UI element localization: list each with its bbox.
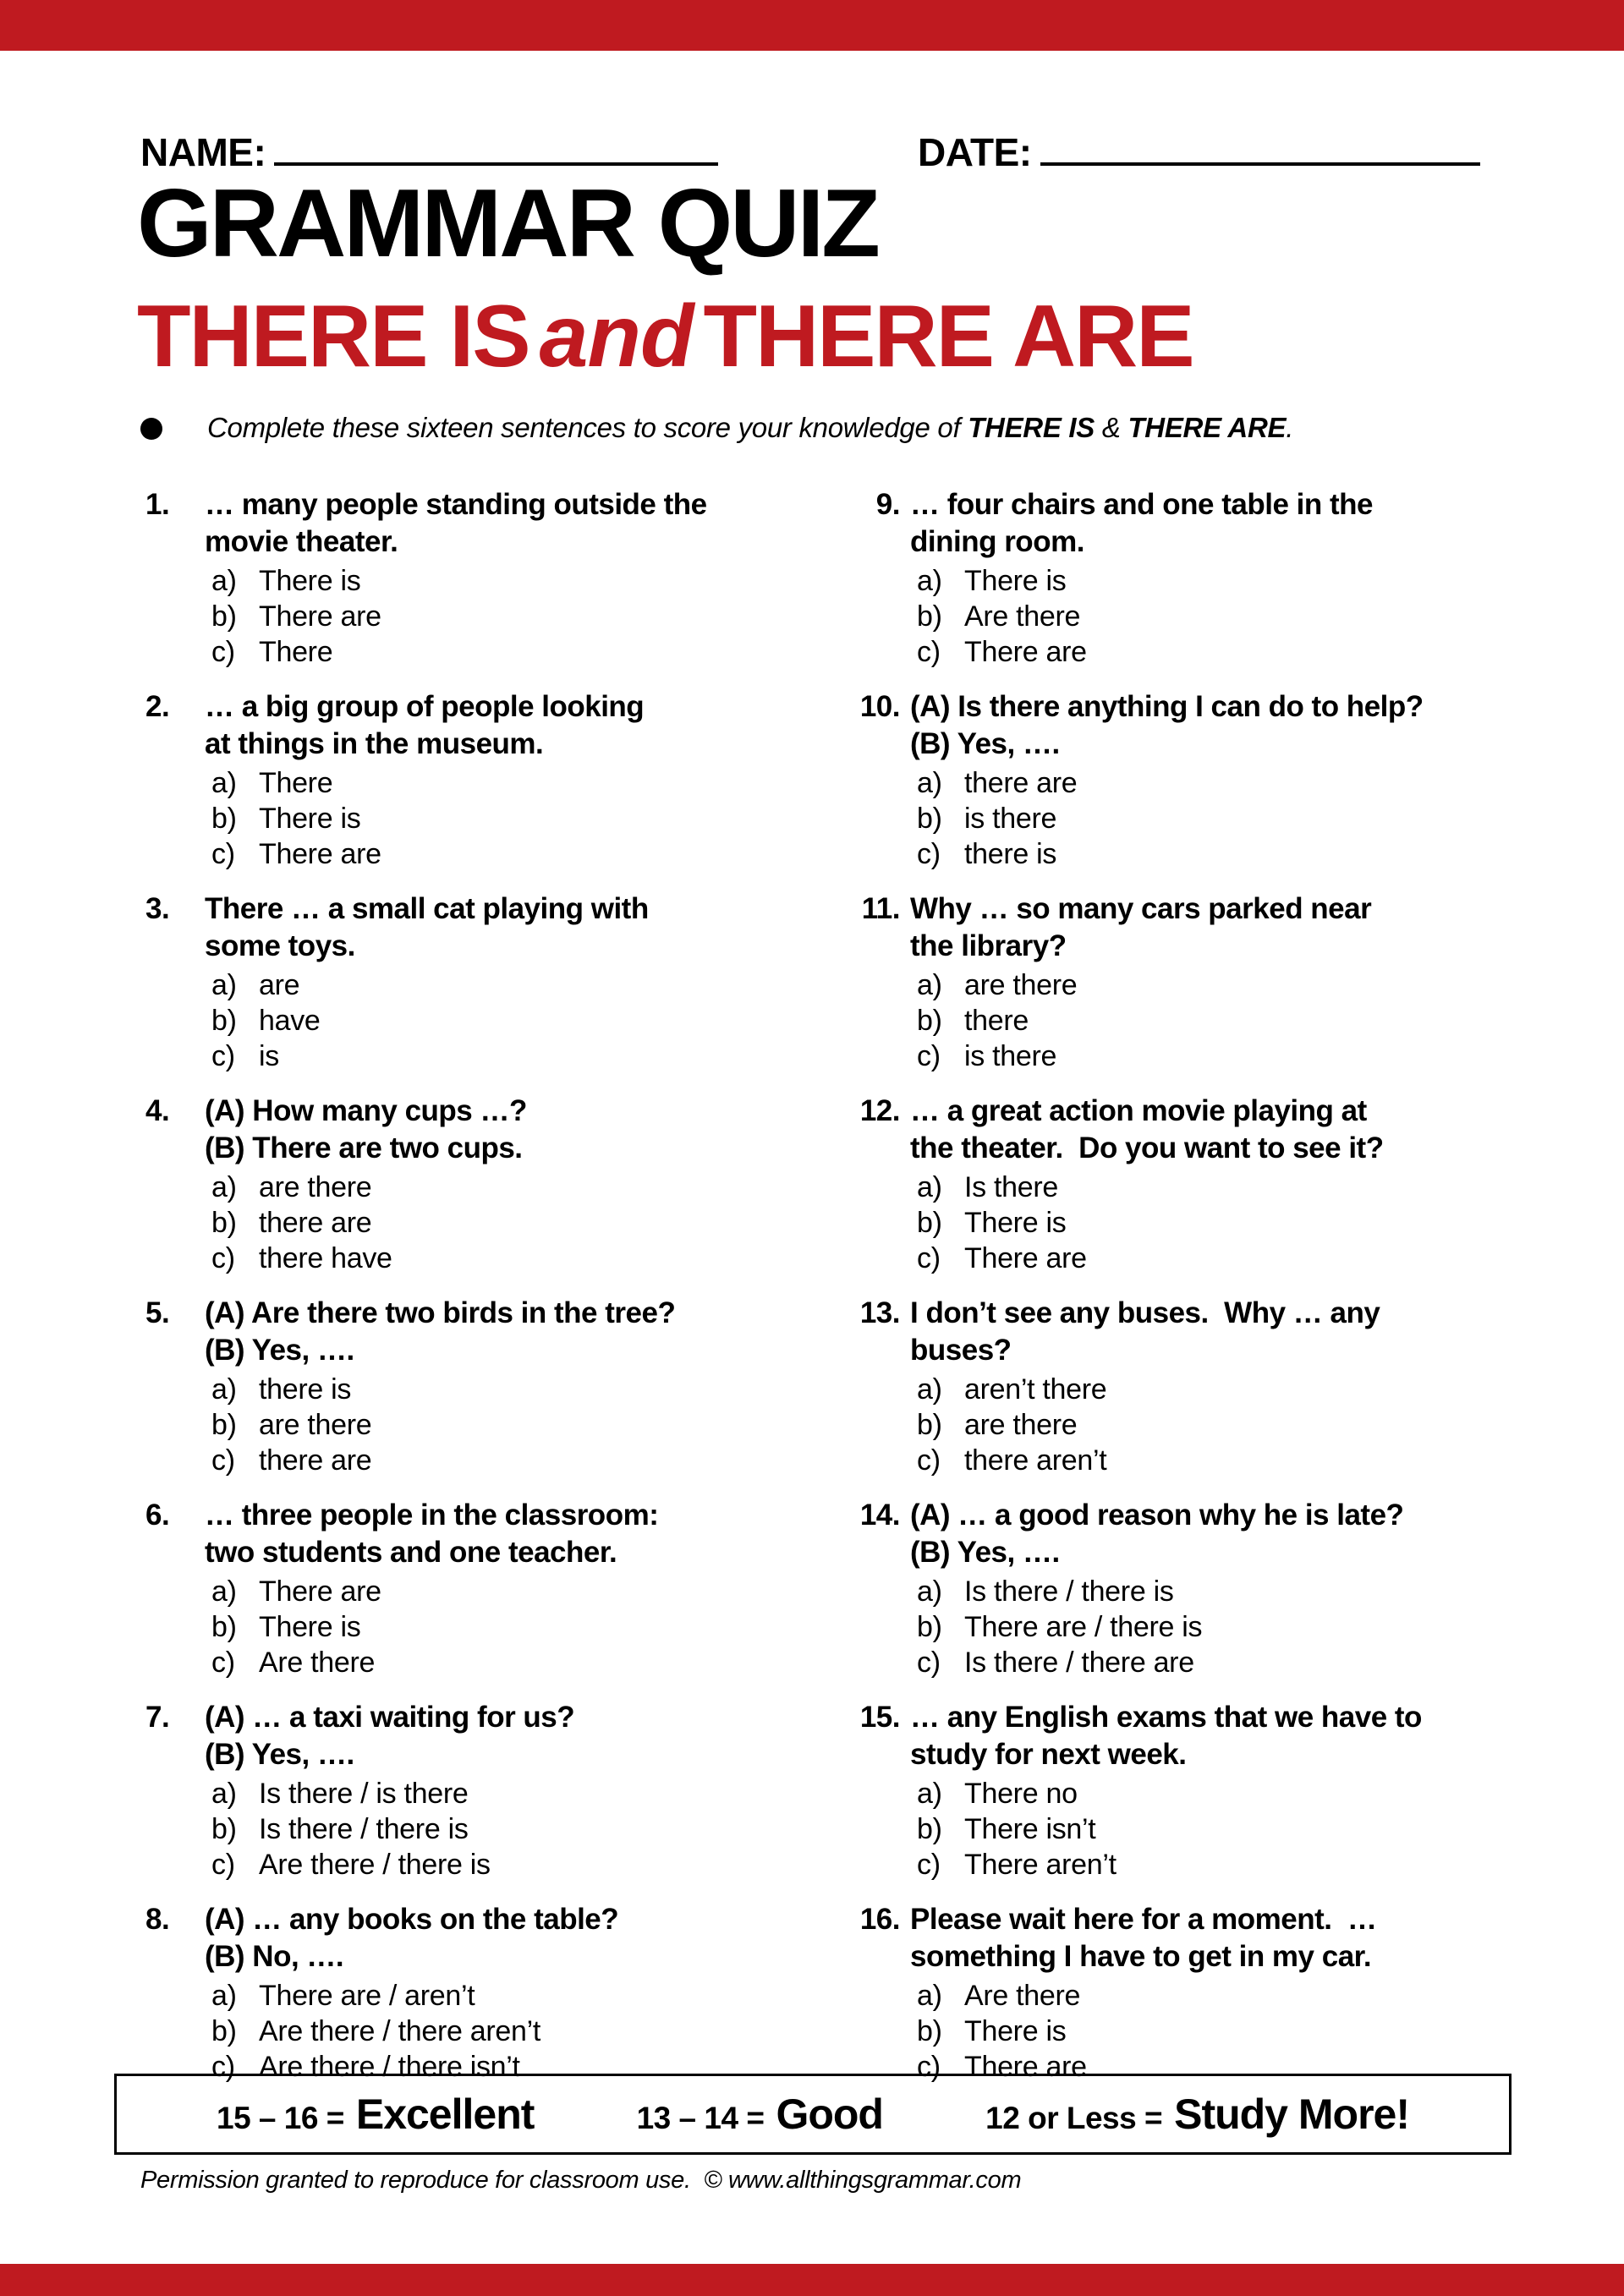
option-letter: b) (917, 1005, 942, 1037)
option-text: Is there / there are (964, 1647, 1194, 1679)
option-row (910, 1407, 1380, 1443)
question-number: 4. (145, 1094, 170, 1127)
option-text: Is there / there is (259, 1813, 469, 1845)
option-text: There are (259, 1575, 381, 1608)
option-text: aren’t there (964, 1373, 1107, 1406)
option-letter: b) (211, 2015, 237, 2047)
bullet-icon (140, 418, 162, 440)
question-stem: (A) Is there anything I can do to help? (B) Yes, …. (910, 690, 1424, 760)
option-text: There is (259, 1611, 361, 1643)
question-block (145, 1295, 822, 1478)
instruction-text: Complete these sixteen sentences to score your knowledge of (207, 412, 968, 443)
question-stem: … any English exams that we have to study for next week. (910, 1701, 1422, 1771)
question-stem: … many people standing outside the movie theater. (205, 488, 707, 558)
option-letter: a) (917, 767, 942, 799)
question-stem: Why … so many cars parked near the library? (910, 892, 1372, 962)
option-row (205, 2014, 618, 2049)
question-number: 2. (145, 690, 170, 723)
option-row (910, 634, 1373, 670)
question-number: 15. (859, 1701, 900, 1734)
option-text: is (259, 1040, 279, 1072)
option-row (205, 1038, 649, 1074)
option-row (205, 801, 644, 836)
score-range: 12 or Less = (985, 2101, 1163, 2135)
option-text: there are (964, 767, 1078, 799)
option-text: There is (964, 2015, 1067, 2047)
option-letter: c) (917, 1242, 941, 1274)
option-letter: a) (211, 767, 237, 799)
option-text: there have (259, 1242, 392, 1274)
score-item-good (637, 2090, 883, 2139)
option-row (910, 1241, 1384, 1276)
option-text: There are (964, 636, 1087, 668)
option-text: There are (964, 1242, 1087, 1274)
option-letter: c) (917, 1444, 941, 1477)
option-text: there (964, 1005, 1029, 1037)
question-block (837, 688, 1565, 872)
option-text: Are there (964, 600, 1081, 633)
option-letter: b) (211, 1207, 237, 1239)
option-letter: b) (211, 1813, 237, 1845)
question-block (145, 1497, 822, 1680)
question-block (837, 1497, 1565, 1680)
question-stem: I don’t see any buses. Why … any buses? (910, 1296, 1380, 1367)
questions-column-left (145, 486, 822, 2103)
option-row (205, 1205, 527, 1241)
option-row (205, 599, 707, 634)
option-row (205, 967, 649, 1003)
question-number: 1. (145, 488, 170, 521)
option-text: Is there / there is (964, 1575, 1174, 1608)
option-letter: b) (917, 803, 942, 835)
option-text: Are there / there isn’t (259, 2051, 520, 2083)
option-text: have (259, 1005, 321, 1037)
question-block (837, 1901, 1565, 2085)
questions-column-right (837, 486, 1565, 2103)
option-row (205, 563, 707, 599)
option-letter: b) (917, 2015, 942, 2047)
option-row (910, 2014, 1376, 2049)
score-label: Excellent (355, 2091, 535, 2138)
instruction-bold-1: THERE IS (968, 412, 1095, 443)
option-row (910, 1003, 1371, 1038)
option-letter: c) (211, 1647, 235, 1679)
option-letter: a) (917, 1575, 942, 1608)
option-row (910, 1847, 1422, 1882)
option-letter: b) (917, 600, 942, 633)
option-letter: b) (211, 1409, 237, 1441)
option-letter: c) (211, 1444, 235, 1477)
page-title: GRAMMAR QUIZ (137, 170, 878, 277)
option-letter: a) (211, 565, 237, 597)
topic-and: and (539, 288, 694, 386)
question-block (837, 890, 1565, 1074)
question-block (145, 1901, 822, 2085)
option-row (205, 1241, 527, 1276)
question-stem: (A) … a good reason why he is late? (B) Yes, …. (910, 1499, 1404, 1569)
question-block (145, 688, 822, 872)
option-row (910, 1776, 1422, 1811)
bottom-red-bar (0, 2264, 1624, 2296)
option-letter: b) (211, 1005, 237, 1037)
option-letter: c) (917, 2051, 941, 2083)
score-legend-box (114, 2074, 1512, 2155)
option-text: are there (964, 1409, 1078, 1441)
option-letter: b) (211, 803, 237, 835)
question-number: 14. (859, 1499, 900, 1532)
option-row (205, 1776, 574, 1811)
option-row (205, 1609, 658, 1645)
option-row (205, 765, 644, 801)
option-text: Are there (964, 1980, 1081, 2012)
option-row (205, 634, 707, 670)
option-row (205, 1847, 574, 1882)
date-label: DATE: (918, 130, 1032, 174)
name-blank-line (274, 123, 718, 166)
name-label: NAME: (140, 130, 266, 174)
question-stem: (A) … a taxi waiting for us? (B) Yes, …. (205, 1701, 575, 1771)
topic-part-1: THERE IS (137, 288, 529, 386)
score-label: Study More! (1174, 2091, 1409, 2138)
score-item-study-more (985, 2090, 1409, 2139)
option-letter: a) (211, 1171, 237, 1203)
option-row (910, 599, 1373, 634)
question-number: 6. (145, 1499, 170, 1532)
question-block (145, 1093, 822, 1276)
option-row (910, 1645, 1403, 1680)
option-letter: c) (211, 1040, 235, 1072)
option-letter: c) (917, 1849, 941, 1881)
score-label: Good (776, 2091, 883, 2138)
option-letter: a) (917, 1980, 942, 2012)
option-letter: a) (917, 1171, 942, 1203)
question-number: 11. (861, 892, 900, 925)
option-letter: a) (917, 1373, 942, 1406)
option-text: Are there / there is (259, 1849, 491, 1881)
question-number: 9. (875, 488, 900, 521)
instruction-line (207, 412, 1293, 444)
option-letter: b) (211, 600, 237, 633)
score-range: 13 – 14 = (636, 2101, 765, 2135)
option-letter: c) (917, 1040, 941, 1072)
option-row (205, 1372, 675, 1407)
question-block (837, 1699, 1565, 1882)
option-text: are there (259, 1409, 372, 1441)
question-number: 12. (859, 1094, 900, 1127)
question-stem: Please wait here for a moment. … something I have to get in my car. (910, 1903, 1377, 1973)
option-row (205, 1443, 675, 1478)
date-field-row (918, 123, 1480, 175)
question-stem: … a big group of people looking at things in the museum. (205, 690, 645, 760)
option-text: Are there / there aren’t (259, 2015, 540, 2047)
option-row (910, 801, 1424, 836)
instruction-bold-2: THERE ARE (1127, 412, 1287, 443)
question-stem: … three people in the classroom: two students and one teacher. (205, 1499, 659, 1569)
option-row (910, 836, 1424, 872)
option-letter: a) (211, 1373, 237, 1406)
question-block (145, 1699, 822, 1882)
option-letter: b) (211, 1611, 237, 1643)
option-text: is there (964, 1040, 1057, 1072)
instruction-period: . (1286, 412, 1294, 443)
option-text: There no (964, 1778, 1078, 1810)
option-row (910, 1978, 1376, 2014)
option-text: There are (964, 2051, 1087, 2083)
option-row (910, 1443, 1380, 1478)
name-field-row (140, 123, 718, 175)
option-row (205, 1811, 574, 1847)
question-block (145, 486, 822, 670)
option-text: There is (259, 803, 361, 835)
option-row (205, 836, 644, 872)
option-letter: a) (917, 565, 942, 597)
option-text: are there (964, 969, 1078, 1001)
option-letter: a) (211, 1980, 237, 2012)
option-row (910, 1205, 1384, 1241)
option-row (910, 563, 1373, 599)
option-text: There aren’t (964, 1849, 1116, 1881)
question-stem: (A) How many cups …? (B) There are two cups. (205, 1094, 527, 1164)
option-row (910, 967, 1371, 1003)
option-row (205, 1407, 675, 1443)
option-letter: c) (917, 1647, 941, 1679)
option-text: There is (964, 1207, 1067, 1239)
option-letter: c) (917, 838, 941, 870)
question-stem: (A) Are there two birds in the tree? (B) Yes, …. (205, 1296, 676, 1367)
option-row (205, 1978, 618, 2014)
option-text: There are (259, 600, 381, 633)
option-text: There (259, 636, 333, 668)
score-range: 15 – 16 = (217, 2101, 344, 2135)
option-text: There isn’t (964, 1813, 1096, 1845)
option-letter: b) (917, 1207, 942, 1239)
option-text: Is there (964, 1171, 1058, 1203)
option-row (910, 1170, 1384, 1205)
option-text: is there (964, 803, 1057, 835)
date-blank-line (1040, 123, 1480, 166)
question-stem: (A) … any books on the table? (B) No, …. (205, 1903, 619, 1973)
option-letter: c) (211, 1242, 235, 1274)
question-number: 3. (145, 892, 170, 925)
option-text: There are (259, 838, 381, 870)
question-number: 8. (145, 1903, 170, 1936)
option-row (205, 1003, 649, 1038)
option-letter: a) (211, 1575, 237, 1608)
option-text: Are there (259, 1647, 376, 1679)
option-text: there are (259, 1444, 372, 1477)
question-stem: There … a small cat playing with some toys. (205, 892, 649, 962)
option-text: There are / there is (964, 1611, 1203, 1643)
option-text: There is (259, 565, 361, 597)
option-text: are (259, 969, 300, 1001)
score-item-excellent (217, 2090, 534, 2139)
option-letter: b) (917, 1409, 942, 1441)
quiz-topic-title (137, 288, 1193, 386)
option-row (205, 1645, 658, 1680)
question-number: 16. (859, 1903, 900, 1936)
question-block (837, 1093, 1565, 1276)
option-text: There is (964, 565, 1067, 597)
option-row (910, 1609, 1403, 1645)
option-text: there is (259, 1373, 352, 1406)
question-stem: … a great action movie playing at the theater. Do you want to see it? (910, 1094, 1384, 1164)
option-row (910, 1811, 1422, 1847)
option-letter: a) (917, 969, 942, 1001)
option-letter: c) (211, 2051, 235, 2083)
option-row (205, 1170, 527, 1205)
option-row (910, 765, 1424, 801)
option-row (910, 1574, 1403, 1609)
question-number: 10. (859, 690, 900, 723)
option-text: There (259, 767, 333, 799)
question-block (837, 1295, 1565, 1478)
option-text: there are (259, 1207, 372, 1239)
option-letter: b) (917, 1813, 942, 1845)
option-text: There are / aren’t (259, 1980, 475, 2012)
option-text: Is there / is there (259, 1778, 469, 1810)
option-text: are there (259, 1171, 372, 1203)
question-block (837, 486, 1565, 670)
question-number: 7. (145, 1701, 170, 1734)
instruction-amp: & (1094, 412, 1128, 443)
option-letter: b) (917, 1611, 942, 1643)
top-red-bar (0, 0, 1624, 51)
question-stem: … four chairs and one table in the dining room. (910, 488, 1373, 558)
option-text: there is (964, 838, 1057, 870)
topic-part-2: THERE ARE (703, 288, 1193, 386)
question-number: 13. (859, 1296, 900, 1329)
option-letter: a) (211, 1778, 237, 1810)
option-text: there aren’t (964, 1444, 1107, 1477)
option-letter: c) (211, 636, 235, 668)
option-letter: a) (211, 969, 237, 1001)
question-block (145, 890, 822, 1074)
option-letter: c) (211, 1849, 235, 1881)
copyright-line: Permission granted to reproduce for classroom use. © www.allthingsgrammar.com (140, 2167, 1022, 2194)
option-letter: a) (917, 1778, 942, 1810)
option-row (910, 1372, 1380, 1407)
option-letter: c) (917, 636, 941, 668)
option-row (205, 1574, 658, 1609)
option-row (910, 1038, 1371, 1074)
question-number: 5. (145, 1296, 170, 1329)
option-letter: c) (211, 838, 235, 870)
